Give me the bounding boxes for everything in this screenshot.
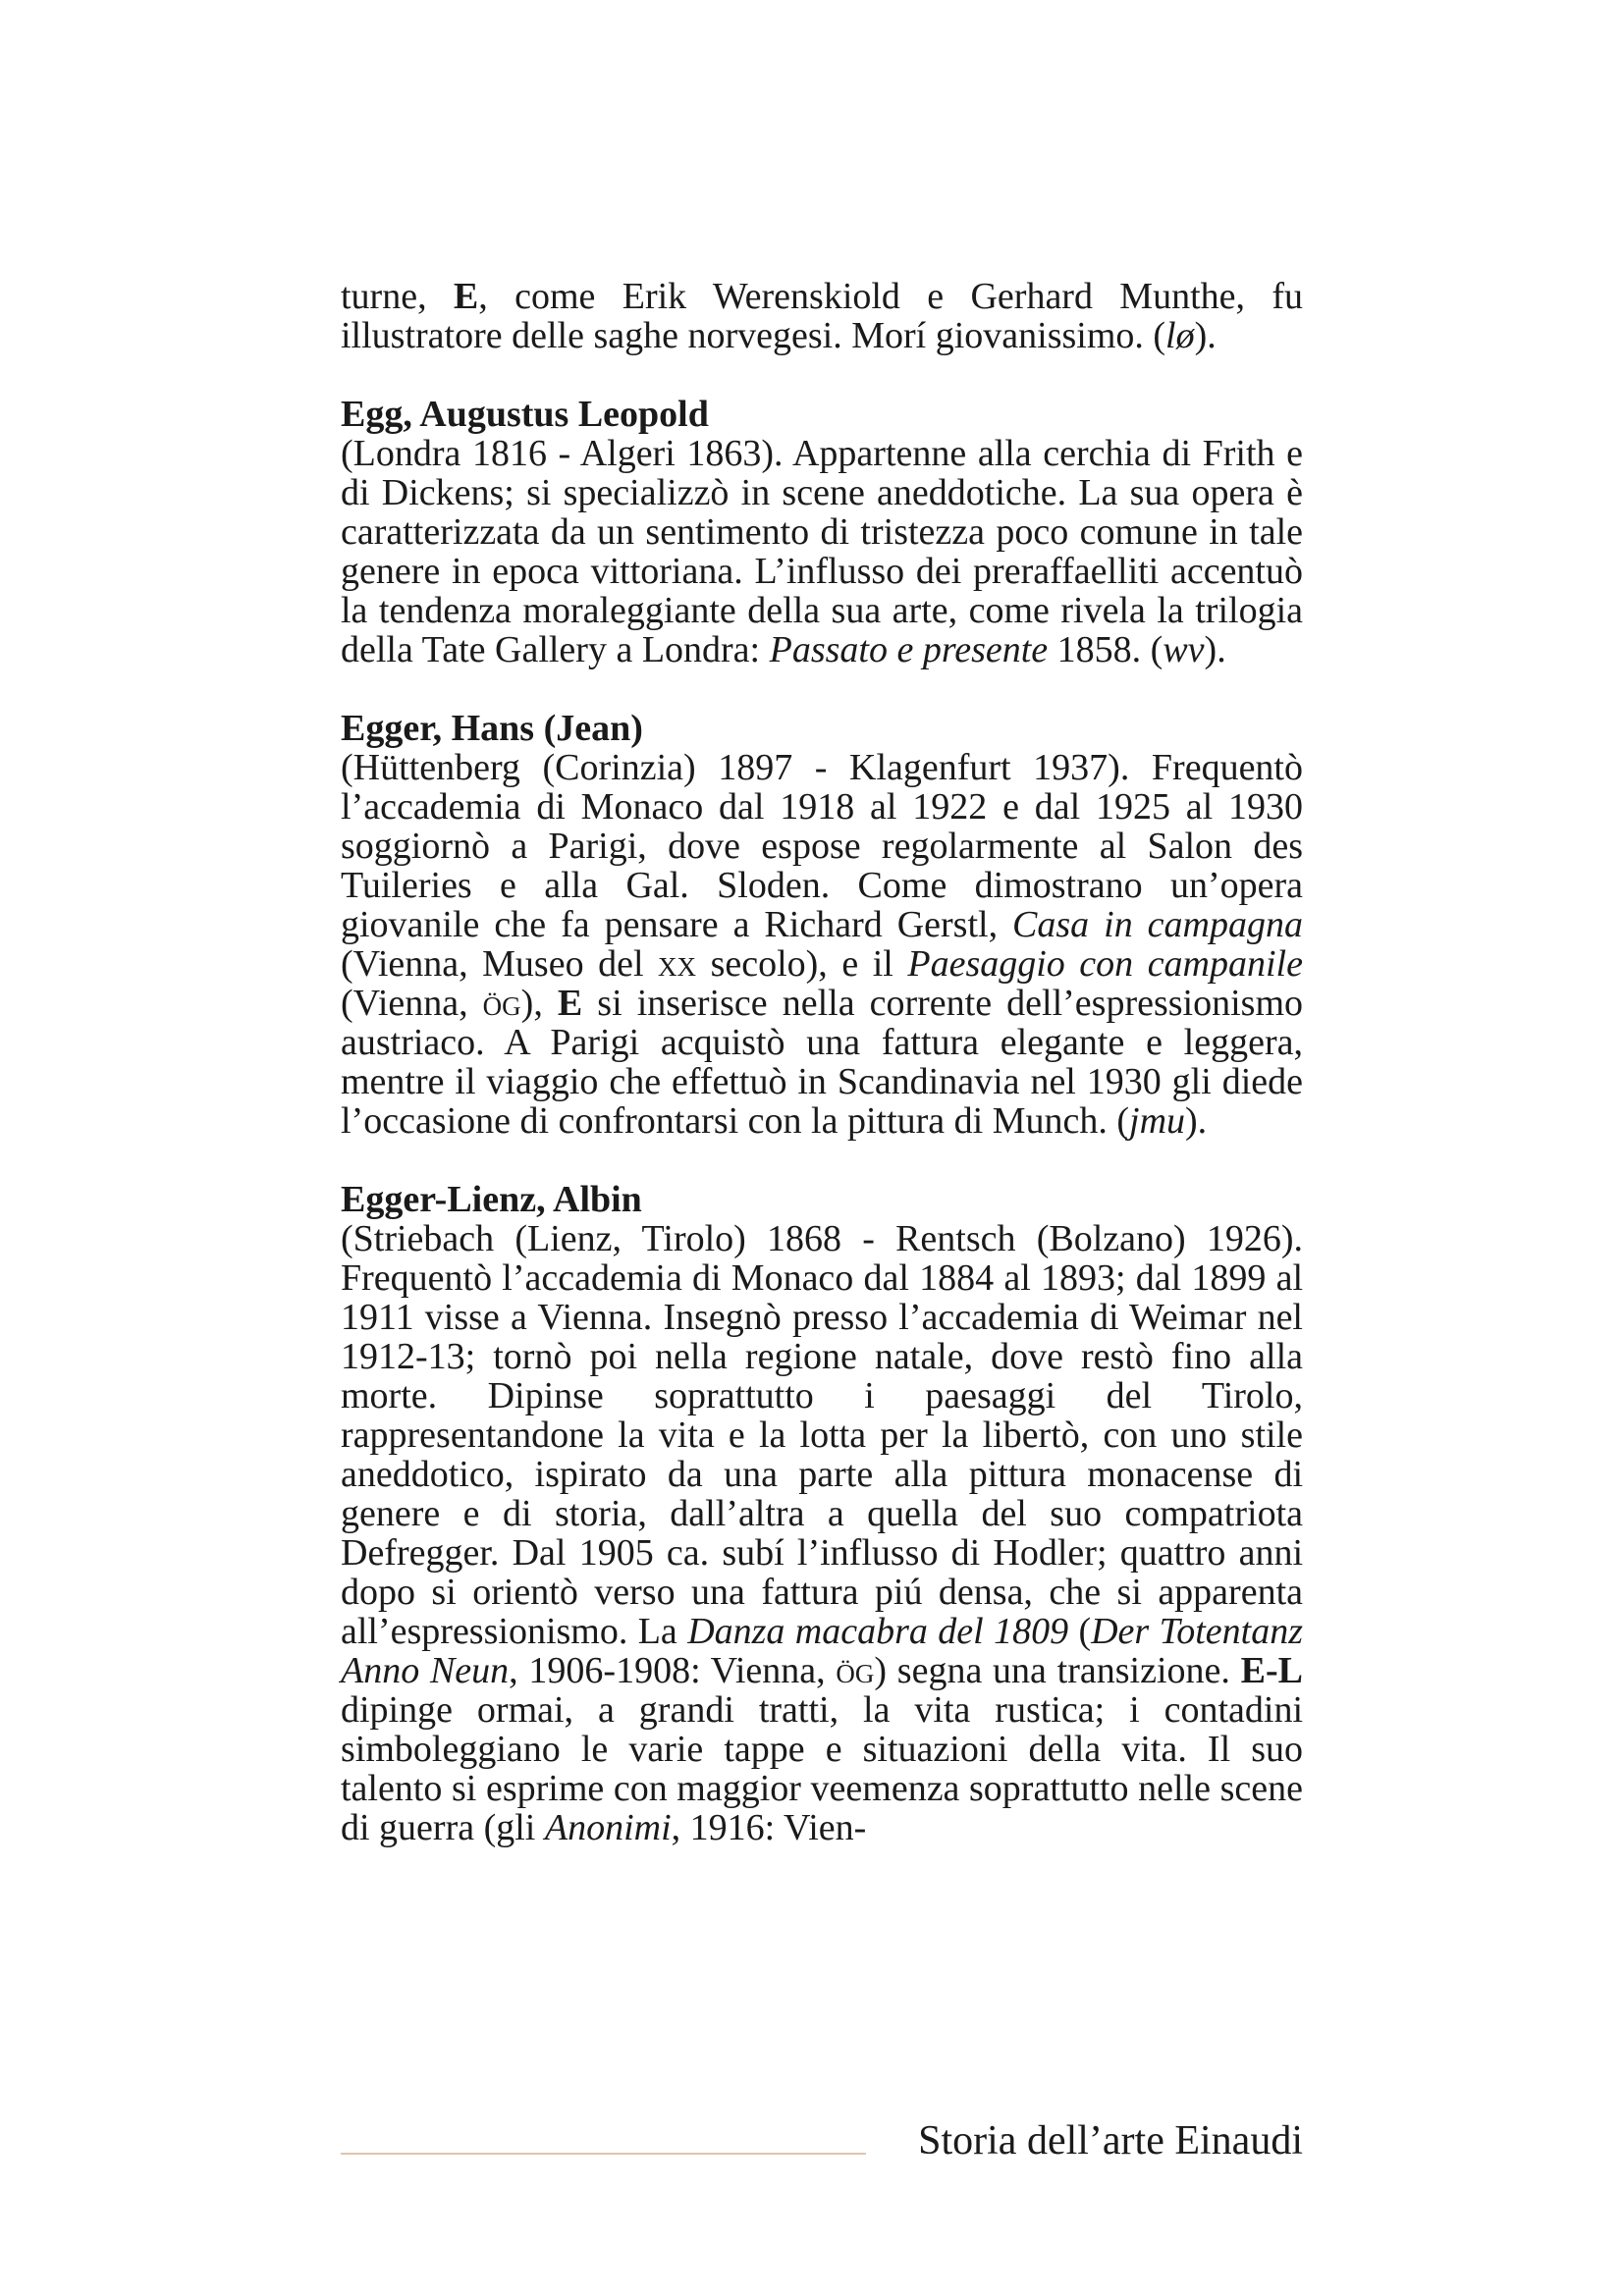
entry-egg	[341, 395, 1303, 669]
entry-heading: Egger-Lienz, Albin	[341, 1179, 642, 1220]
footer-title: Storia dell’arte Einaudi	[918, 2118, 1303, 2163]
footer-rule	[341, 2153, 866, 2155]
entry-text: (Hüttenberg (Corinzia) 1897 - Klagenfurt 1937). Frequentò l’accademia di Monaco dal 1918 al 1922 e dal 1925 al 1930 soggiornò a Parigi, dove espose regolarmente al Salon des Tuileries e alla Gal. Sloden. Come dimostrano un’opera giovanile che fa pensare a Richard Gerstl, Casa in campagna (Vienna, Museo del xx secolo), e il Paesaggio con campanile (Vienna, ög), E si inserisce nella corrente dell’espressionismo austriaco. A Parigi acquistò una fattura elegante e leggera, mentre il viaggio che effettuò in Scandinavia nel 1930 gli diede l’occasione di confrontarsi con la pittura di Munch. (jmu).	[341, 747, 1304, 1142]
artwork-title: Casa in campagna	[1012, 904, 1303, 945]
abbrev-el: E-L	[1240, 1650, 1303, 1691]
entry-text: (Striebach (Lienz, Tirolo) 1868 - Rentsch (Bolzano) 1926). Frequentò l’accademia di Monaco dal 1884 al 1893; dal 1899 al 1911 visse a Vienna. Insegnò presso l’accademia di Weimar nel 1912-13; tornò poi nella regione natale, dove restò fino alla morte. Dipinse soprattutto i paesaggi del Tirolo, rappresentandone la vita e la lotta per la libertò, con uno stile aneddotico, ispirato da una parte alla pittura monacense di genere e di storia, dall’altra a quella del suo compatriota Defregger. Dal 1905 ca. subí l’influsso di Hodler; quattro anni dopo si orientò verso una fattura piú densa, che si apparenta all’espressionismo. La Danza macabra del 1809 (Der Totentanz Anno Neun, 1906-1908: Vienna, ög) segna una transizione. E-L dipinge ormai, a grandi tratti, la vita rustica; i contadini simboleggiano le varie tappe e situazioni della vita. Il suo talento si esprime con maggior veemenza soprattutto nelle scene di guerra (gli Anonimi, 1916: Vien-	[341, 1218, 1303, 1848]
entry-egger-hans	[341, 709, 1303, 1141]
artwork-title: Der Totentanz Anno Neun	[341, 1611, 1303, 1691]
entry-heading: Egger, Hans (Jean)	[341, 708, 643, 749]
author-initials: jmu	[1129, 1100, 1186, 1142]
entry-heading: Egg, Augustus Leopold	[341, 394, 709, 435]
museum-abbrev: ög	[482, 983, 521, 1024]
author-initials: wv	[1163, 629, 1205, 670]
museum-abbrev: ög	[836, 1650, 875, 1691]
entry-text: (Londra 1816 - Algeri 1863). Appartenne alla cerchia di Frith e di Dickens; si specializzò in scene aneddotiche. La sua opera è caratterizzata da un sentimento di tristezza poco comune in tale genere in epoca vittoriana. L’influsso dei preraffaelliti accentuò la tendenza moraleggiante della sua arte, come rivela la trilogia della Tate Gallery a Londra: Passato e presente 1858. (wv).	[341, 433, 1303, 670]
intro-paragraph: turne, E, come Erik Werenskiold e Gerhard Munthe, fu illustratore delle saghe norvegesi. Morí giovanissimo. (lø).	[341, 276, 1304, 356]
entry-egger-lienz	[341, 1180, 1303, 1847]
abbrev-e: E	[557, 983, 583, 1024]
author-initials: lø	[1165, 315, 1195, 356]
artwork-title: Paesaggio con campanile	[907, 943, 1303, 985]
page-footer	[341, 2112, 1303, 2171]
artwork-title: Danza macabra del 1809	[687, 1611, 1069, 1652]
artwork-title: Passato e presente	[769, 629, 1049, 670]
century-numeral: xx	[658, 943, 697, 985]
page-body	[341, 277, 1303, 1847]
artwork-title: Anonimi	[544, 1807, 672, 1848]
abbrev-e: E	[453, 276, 479, 317]
